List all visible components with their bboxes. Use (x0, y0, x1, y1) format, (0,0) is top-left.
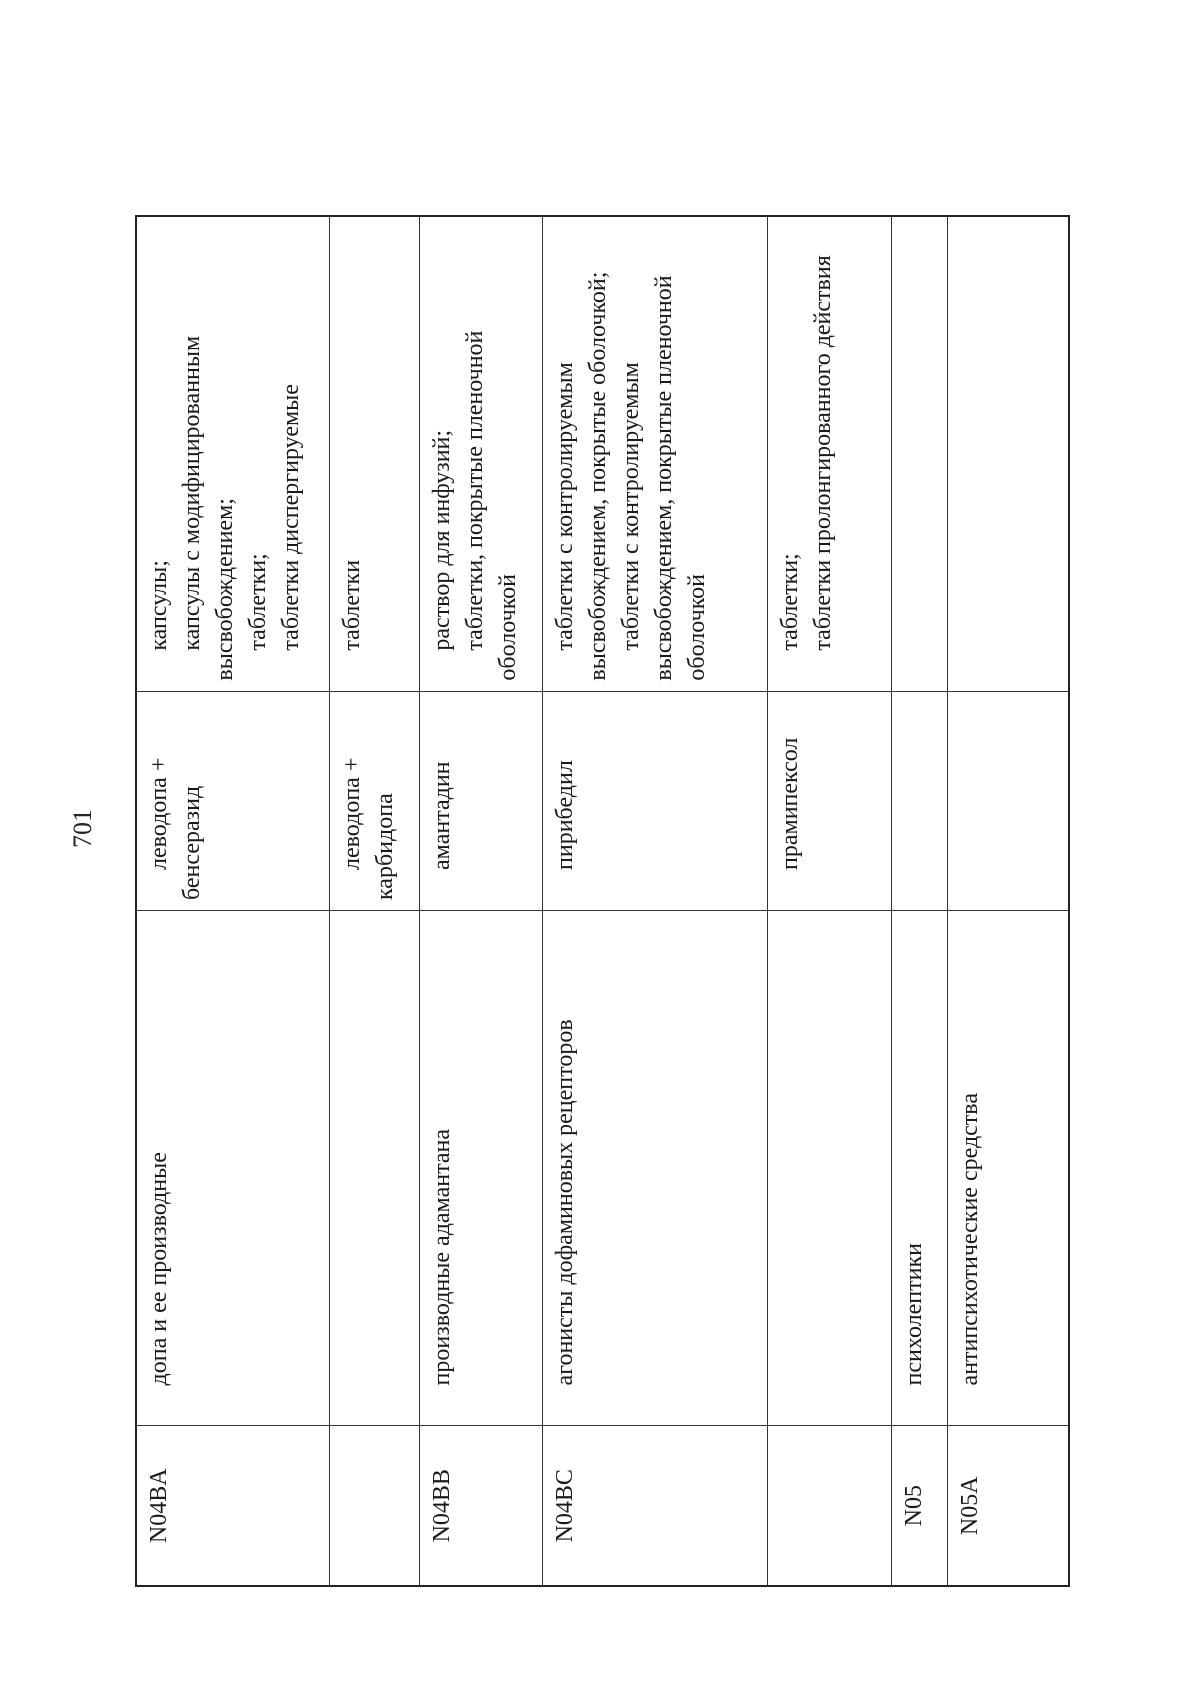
drug-name-cell (948, 691, 1068, 910)
dosage-form: таблетки диспергируемые (278, 384, 304, 651)
dosage-forms-cell (892, 217, 947, 691)
drug-name-cell: прамипексол (768, 691, 891, 910)
group-name-cell: психолептики (892, 910, 947, 1425)
group-name-cell (768, 910, 891, 1425)
dosage-form: таблетки, покрытые пленочной оболочкой (462, 330, 521, 681)
table-row (330, 217, 420, 1585)
group-name-cell (330, 910, 419, 1425)
group-name-cell: производные адамантана (420, 910, 542, 1425)
dosage-form: таблетки; (777, 553, 803, 651)
dosage-forms-cell (420, 217, 542, 691)
atc-code-cell: N04BA (137, 1425, 329, 1585)
atc-code-cell: N04BC (543, 1425, 767, 1585)
drug-name-cell: пирибедил (543, 691, 767, 910)
medication-table (135, 215, 1070, 1587)
dosage-form: раствор для инфузий; (429, 429, 455, 651)
dosage-form: таблетки (339, 559, 365, 651)
drug-name-cell: леводопа + карбидопа (330, 691, 419, 910)
group-name-cell: антипсихотические средства (948, 910, 1068, 1425)
atc-code-cell: N04BB (420, 1425, 542, 1585)
table-row (948, 217, 1068, 1585)
dosage-form: таблетки пролонгированного действия (810, 255, 836, 651)
dosage-forms-cell (137, 217, 329, 691)
table-row (543, 217, 768, 1585)
atc-code-cell: N05A (948, 1425, 1068, 1585)
dosage-form: капсулы с модифицированным высвобождением; (179, 335, 238, 681)
table-row (137, 217, 330, 1585)
atc-code-cell (768, 1425, 891, 1585)
dosage-form: таблетки с контролируемым высвобождением, покрытые оболочкой; (552, 271, 611, 681)
atc-code-cell (330, 1425, 419, 1585)
drug-name-cell: амантадин (420, 691, 542, 910)
dosage-form: капсулы; (146, 560, 172, 651)
drug-name-cell (892, 691, 947, 910)
dosage-form: таблетки с контролируемым высвобождением, покрытые пленочной оболочкой (618, 275, 710, 681)
table-row (768, 217, 892, 1585)
table-row (420, 217, 543, 1585)
table-row (892, 217, 948, 1585)
page-number: 701 (68, 809, 97, 848)
dosage-form: таблетки; (245, 553, 271, 651)
dosage-forms-cell (948, 217, 1068, 691)
atc-code-cell: N05 (892, 1425, 947, 1585)
dosage-forms-cell (330, 217, 419, 691)
group-name-cell: агонисты дофаминовых рецепторов (543, 910, 767, 1425)
dosage-forms-cell (543, 217, 767, 691)
group-name-cell: допа и ее производные (137, 910, 329, 1425)
dosage-forms-cell (768, 217, 891, 691)
drug-name-cell: леводопа + бенсеразид (137, 691, 329, 910)
